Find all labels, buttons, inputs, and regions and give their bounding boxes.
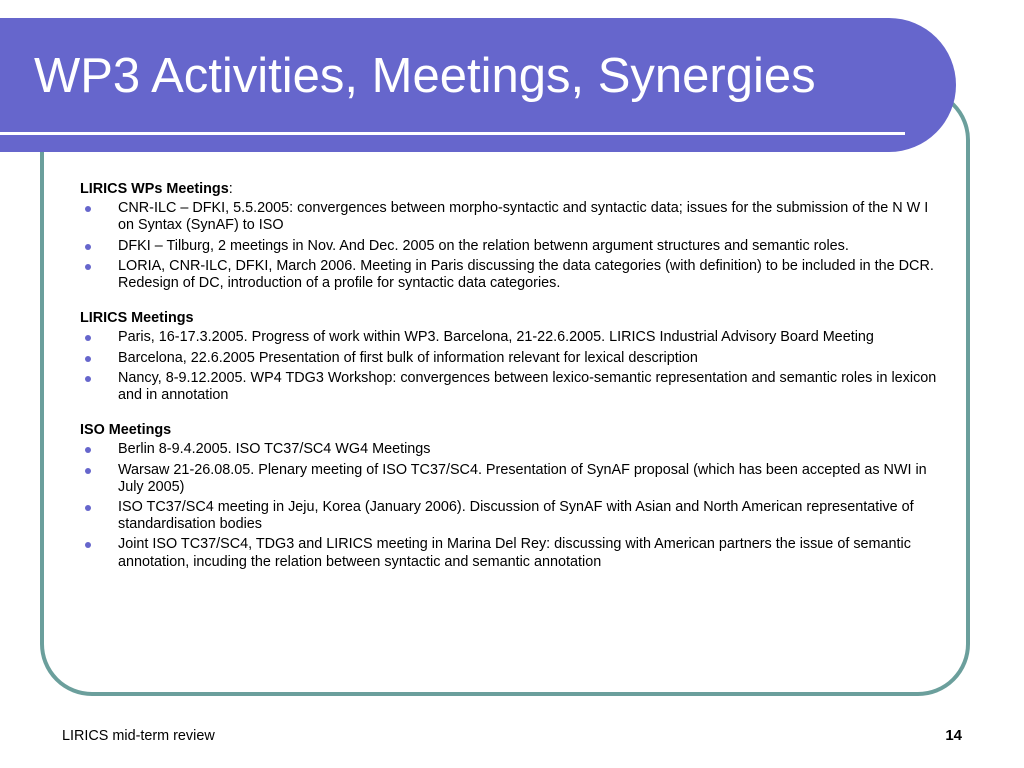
list-item-text: CNR-ILC – DFKI, 5.5.2005: convergences between morpho-syntactic and syntactic data; issues for the submission of the N W I on Syntax (SynAF) to ISO xyxy=(118,200,929,234)
list-item xyxy=(80,329,940,346)
list-item-text: Warsaw 21-26.08.05. Plenary meeting of ISO TC37/SC4. Presentation of SynAF proposal (which has been accepted as NWI in July 2005) xyxy=(118,461,927,495)
bullet-dot-icon xyxy=(85,206,91,212)
list-item xyxy=(80,350,940,367)
slide-title: WP3 Activities, Meetings, Synergies xyxy=(34,49,816,103)
bullet-list xyxy=(80,329,940,404)
list-item-text: ISO TC37/SC4 meeting in Jeju, Korea (January 2006). Discussion of SynAF with Asian and North American representative of standardisation bodies xyxy=(118,499,914,533)
section-heading xyxy=(80,181,940,198)
section-heading-text: ISO Meetings xyxy=(80,422,172,439)
list-item-text: LORIA, CNR-ILC, DFKI, March 2006. Meeting in Paris discussing the data categories (with definition) to be included in the DCR. Redesign of DC, introduction of a profile for syntactic data categories. xyxy=(118,257,934,292)
bullet-dot-icon xyxy=(85,468,91,474)
footer-text: LIRICS mid-term review xyxy=(62,728,215,744)
bullet-dot-icon xyxy=(85,264,91,270)
bullet-dot-icon xyxy=(85,244,91,250)
bullet-list xyxy=(80,441,940,570)
list-item xyxy=(80,370,940,404)
bullet-dot-icon xyxy=(85,335,91,341)
list-item xyxy=(80,238,940,255)
list-item xyxy=(80,200,940,234)
section-heading-text: LIRICS Meetings xyxy=(80,310,194,327)
bullet-list xyxy=(80,200,940,292)
list-item-text: Berlin 8-9.4.2005. ISO TC37/SC4 WG4 Meetings xyxy=(118,441,431,458)
list-item xyxy=(80,441,940,458)
list-item-text: Barcelona, 22.6.2005 Presentation of first bulk of information relevant for lexical description xyxy=(118,349,698,366)
bullet-dot-icon xyxy=(85,356,91,362)
list-item xyxy=(80,499,940,533)
section-heading xyxy=(80,310,940,327)
bullet-dot-icon xyxy=(85,447,91,453)
slide-body xyxy=(80,181,940,589)
section-iso-meetings xyxy=(80,422,940,571)
section-heading-colon: : xyxy=(228,181,233,197)
section-heading-text: LIRICS WPs Meetings xyxy=(80,181,229,197)
bullet-dot-icon xyxy=(85,376,91,382)
section-lirics-wps-meetings xyxy=(80,181,940,292)
section-lirics-meetings xyxy=(80,310,940,404)
bullet-dot-icon xyxy=(85,505,91,511)
page-number: 14 xyxy=(945,727,962,744)
list-item-text: Joint ISO TC37/SC4, TDG3 and LIRICS meeting in Marina Del Rey: discussing with American partners the issue of semantic annotation, incuding the relation between syntactic and semantic annotation xyxy=(118,536,911,570)
list-item xyxy=(80,258,940,292)
list-item xyxy=(80,462,940,496)
list-item-text: DFKI – Tilburg, 2 meetings in Nov. And Dec. 2005 on the relation betwenn argument structures and semantic roles. xyxy=(118,237,849,254)
bullet-dot-icon xyxy=(85,542,91,548)
list-item-text: Paris, 16-17.3.2005. Progress of work within WP3. Barcelona, 21-22.6.2005. LIRICS Industrial Advisory Board Meeting xyxy=(118,329,874,346)
list-item xyxy=(80,536,940,570)
title-underline xyxy=(0,132,905,135)
section-heading xyxy=(80,422,940,439)
list-item-text: Nancy, 8-9.12.2005. WP4 TDG3 Workshop: convergences between lexico-semantic representation and semantic roles in lexicon and in annotation xyxy=(118,369,937,404)
